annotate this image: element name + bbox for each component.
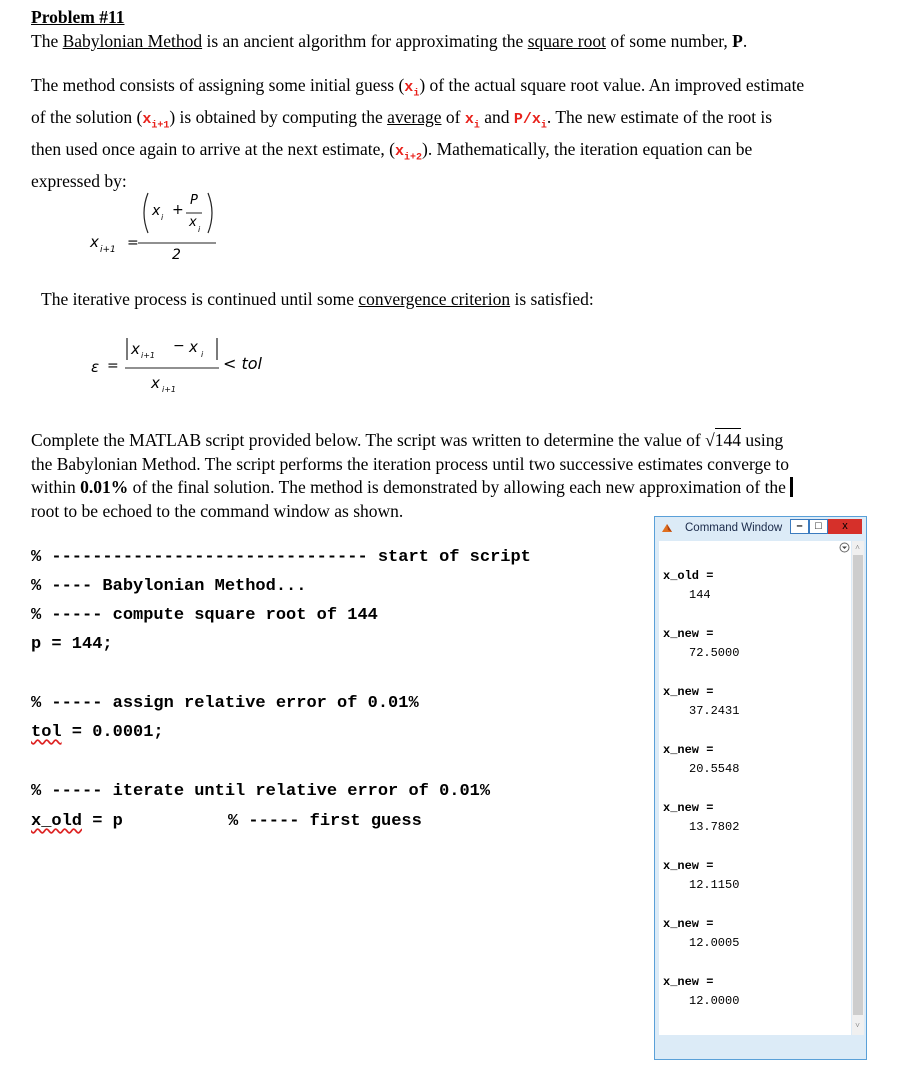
cw-var-value: 12.0005 (689, 936, 740, 950)
cw-var-label: x_new = (663, 801, 714, 815)
link-square-root[interactable]: square root (527, 31, 606, 51)
intro-line: The Babylonian Method is an ancient algorithm for approximating the square root of some number, P. (31, 31, 748, 51)
iteration-equation: x i+1 = x i + P x i 2 (80, 185, 240, 265)
cw-var-label: x_new = (663, 627, 714, 641)
task-paragraph: Complete the MATLAB script provided below. The script was written to determine the value of √144 using the Babylonian Method. The script performs the iteration process until two successive estimates converge to within 0.01% of the final solution. The method is demonstrated by allowing each new approximation of the root to be echoed to the command window as shown. (31, 429, 793, 523)
script-line-8-comment: % ----- first guess (228, 812, 422, 831)
script-line-4: p = 144; (31, 635, 113, 654)
link-convergence-criterion[interactable]: convergence criterion (358, 289, 511, 309)
maximize-button[interactable]: □ (809, 519, 828, 534)
matlab-logo-icon (661, 522, 673, 534)
text-cursor (790, 477, 793, 497)
command-window-output[interactable] (659, 541, 851, 1035)
script-line-1: % ------------------------------- start of script (31, 548, 531, 567)
scroll-down-icon[interactable]: ˅ (855, 1021, 860, 1030)
fraction-bar (138, 241, 218, 245)
cw-var-label: x_new = (663, 975, 714, 989)
cw-var-value: 12.0000 (689, 994, 740, 1008)
close-button[interactable]: x (828, 519, 862, 534)
cw-var-label: x_new = (663, 917, 714, 931)
fraction-bar-2 (123, 366, 223, 370)
vertical-scrollbar[interactable] (852, 541, 864, 1035)
cw-var-value: 37.2431 (689, 704, 740, 718)
cw-var-value: 144 (689, 588, 711, 602)
command-prompt-bar[interactable] (659, 1037, 864, 1057)
method-paragraph: The method consists of assigning some initial guess $(x_i)$ of the actual square root value. An improved estimate of the solution $(x_{i+1})$ is obtained by computing the average of $x_i$ and $P/x_i$. The new estimate of the root is then used once again to arrive at the next estimate, $(x_{i+2})$. Mathematically, the iteration equation can be expressed by: (31, 75, 805, 191)
minimize-button[interactable]: – (790, 519, 809, 534)
cw-var-label: x_new = (663, 685, 714, 699)
cw-var-value: 13.7802 (689, 820, 740, 834)
cw-var-value: 72.5000 (689, 646, 740, 660)
sqrt-symbol: √144 (705, 430, 741, 450)
script-line-6: tol = 0.0001; (31, 723, 164, 742)
command-window-titlebar[interactable] (655, 517, 866, 539)
cw-var-label: x_new = (663, 743, 714, 757)
scrollbar-thumb[interactable] (853, 555, 863, 1015)
options-dropdown-icon[interactable] (839, 542, 850, 553)
convergence-equation: ε = x i+1 − x i x i+1 < tol (91, 338, 262, 394)
script-line-2: % ---- Babylonian Method... (31, 577, 307, 596)
script-line-3: % ----- compute square root of 144 (31, 606, 378, 625)
command-window-title: Command Window (685, 522, 783, 534)
script-line-7: % ----- iterate until relative error of 0.01% (31, 782, 491, 801)
link-average[interactable]: average (387, 107, 442, 127)
cw-var-value: 20.5548 (689, 762, 740, 776)
cw-var-label: x_old = (663, 569, 714, 583)
script-line-8: x_old = p (31, 812, 123, 831)
cw-var-label: x_new = (663, 859, 714, 873)
problem-title: Problem #11 (31, 7, 125, 27)
scroll-up-icon[interactable]: ˄ (855, 543, 860, 552)
cw-var-value: 12.1150 (689, 878, 740, 892)
link-babylonian-method[interactable]: Babylonian Method (62, 31, 203, 51)
command-window (654, 516, 867, 1060)
convergence-line: The iterative process is continued until some convergence criterion is satisfied: (41, 289, 594, 309)
script-line-5: % ----- assign relative error of 0.01% (31, 694, 419, 713)
